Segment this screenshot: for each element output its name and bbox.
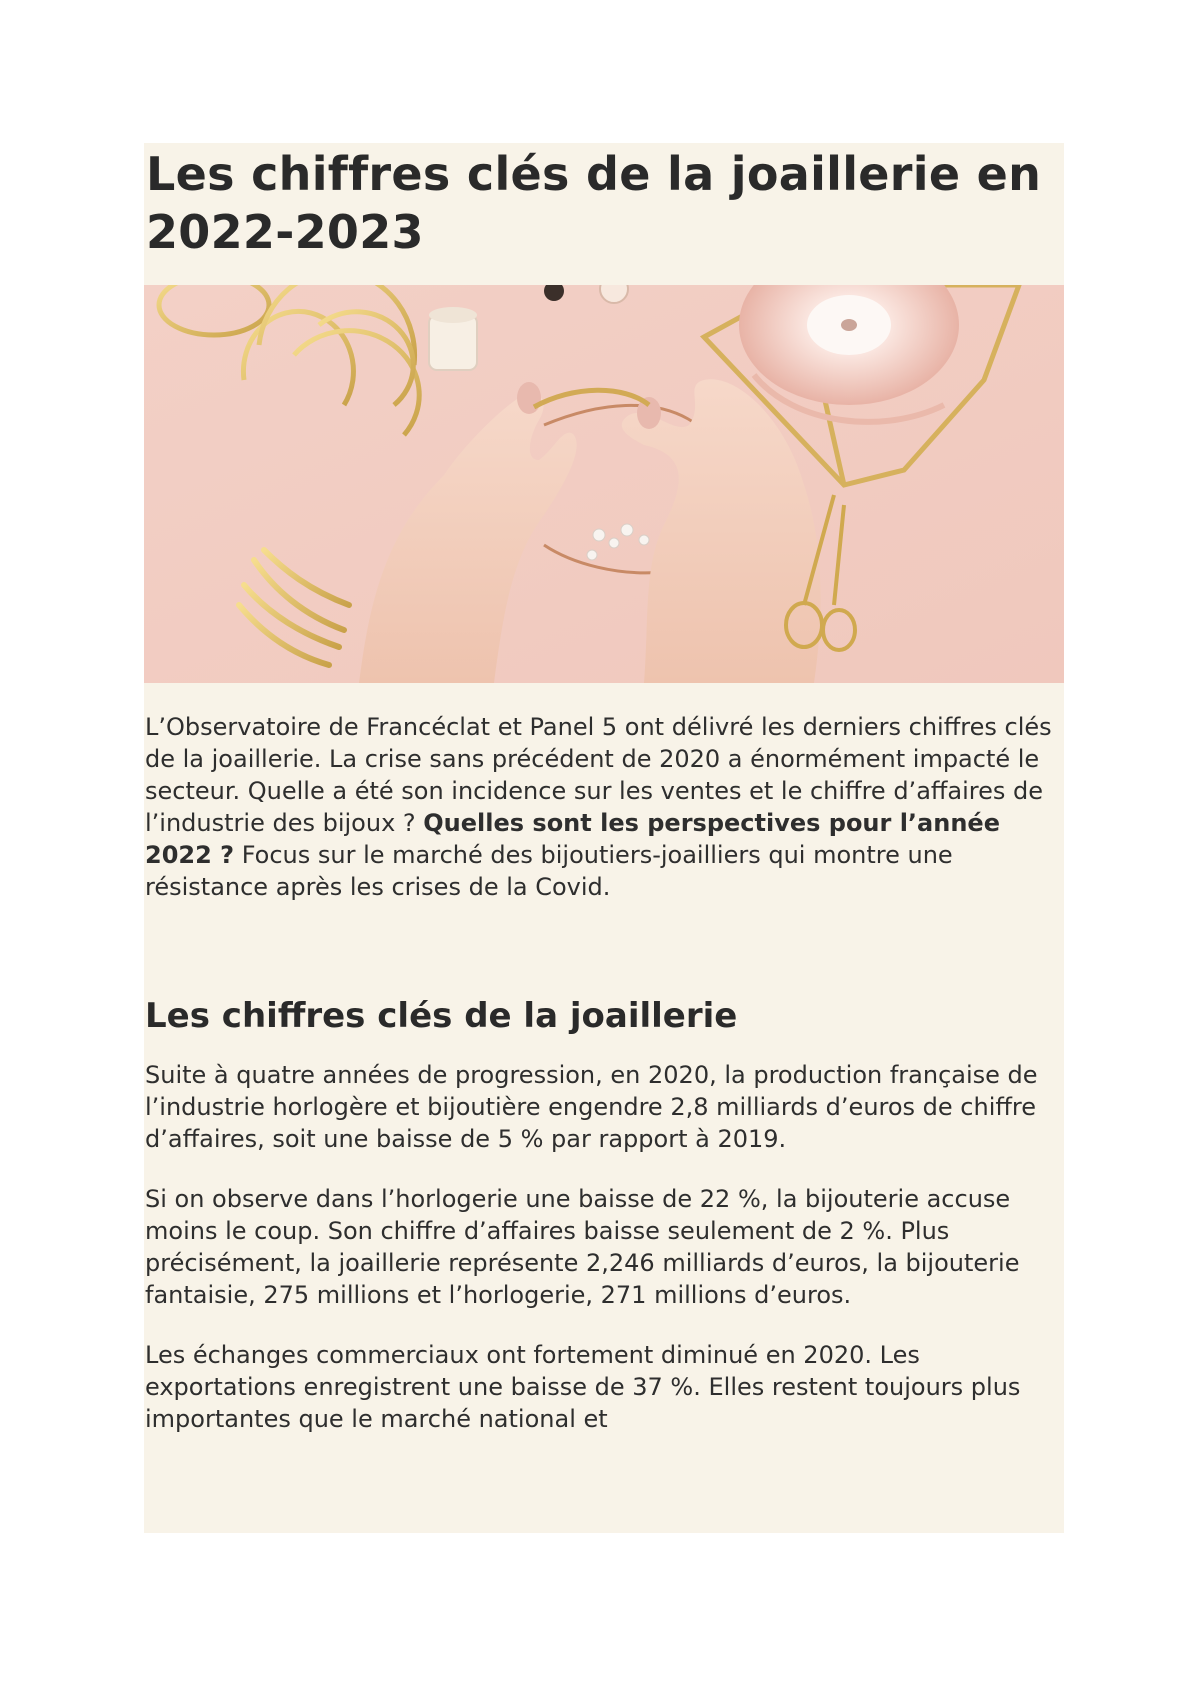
- section-paragraph-2: Si on observe dans l’horlogerie une baisse de 22 %, la bijouterie accuse moins le coup. Son chiffre d’affaires baisse seulement de 2 %. Plus précisément, la joaillerie représente 2,246 milliards d’euros, la bijouterie fantaisie, 275 millions et l’horlogerie, 271 millions d’euros.: [145, 1185, 1020, 1309]
- article-body: [144, 711, 1064, 1435]
- document-page: [144, 143, 1064, 1533]
- hero-image: [144, 285, 1064, 683]
- section-paragraph-3: Les échanges commerciaux ont fortement diminué en 2020. Les exportations enregistrent une baisse de 37 %. Elles restent toujours plus importantes que le marché national et: [145, 1341, 1021, 1433]
- intro-paragraph: L’Observatoire de Francéclat et Panel 5 ont délivré les derniers chiffres clés de la joaillerie. La crise sans précédent de 2020 a énormément impacté le secteur. Quelle a été son incidence sur les ventes et le chiffre d’affaires de l’industrie des bijoux ? Quelles sont les perspectives pour l’année 2022 ? Focus sur le marché des bijoutiers-joailliers qui montre une résistance après les crises de la Covid.: [145, 713, 1052, 901]
- section-heading: Les chiffres clés de la joaillerie: [145, 996, 738, 1036]
- intro-bold-question: Quelles sont les perspectives pour l’année 2022 ?: [145, 809, 1000, 869]
- page-title: Les chiffres clés de la joaillerie en 2022-2023: [146, 147, 1042, 259]
- section-paragraph-1: Suite à quatre années de progression, en 2020, la production française de l’industrie horlogère et bijoutière engendre 2,8 milliards d’euros de chiffre d’affaires, soit une baisse de 5 % par rapport à 2019.: [145, 1061, 1038, 1153]
